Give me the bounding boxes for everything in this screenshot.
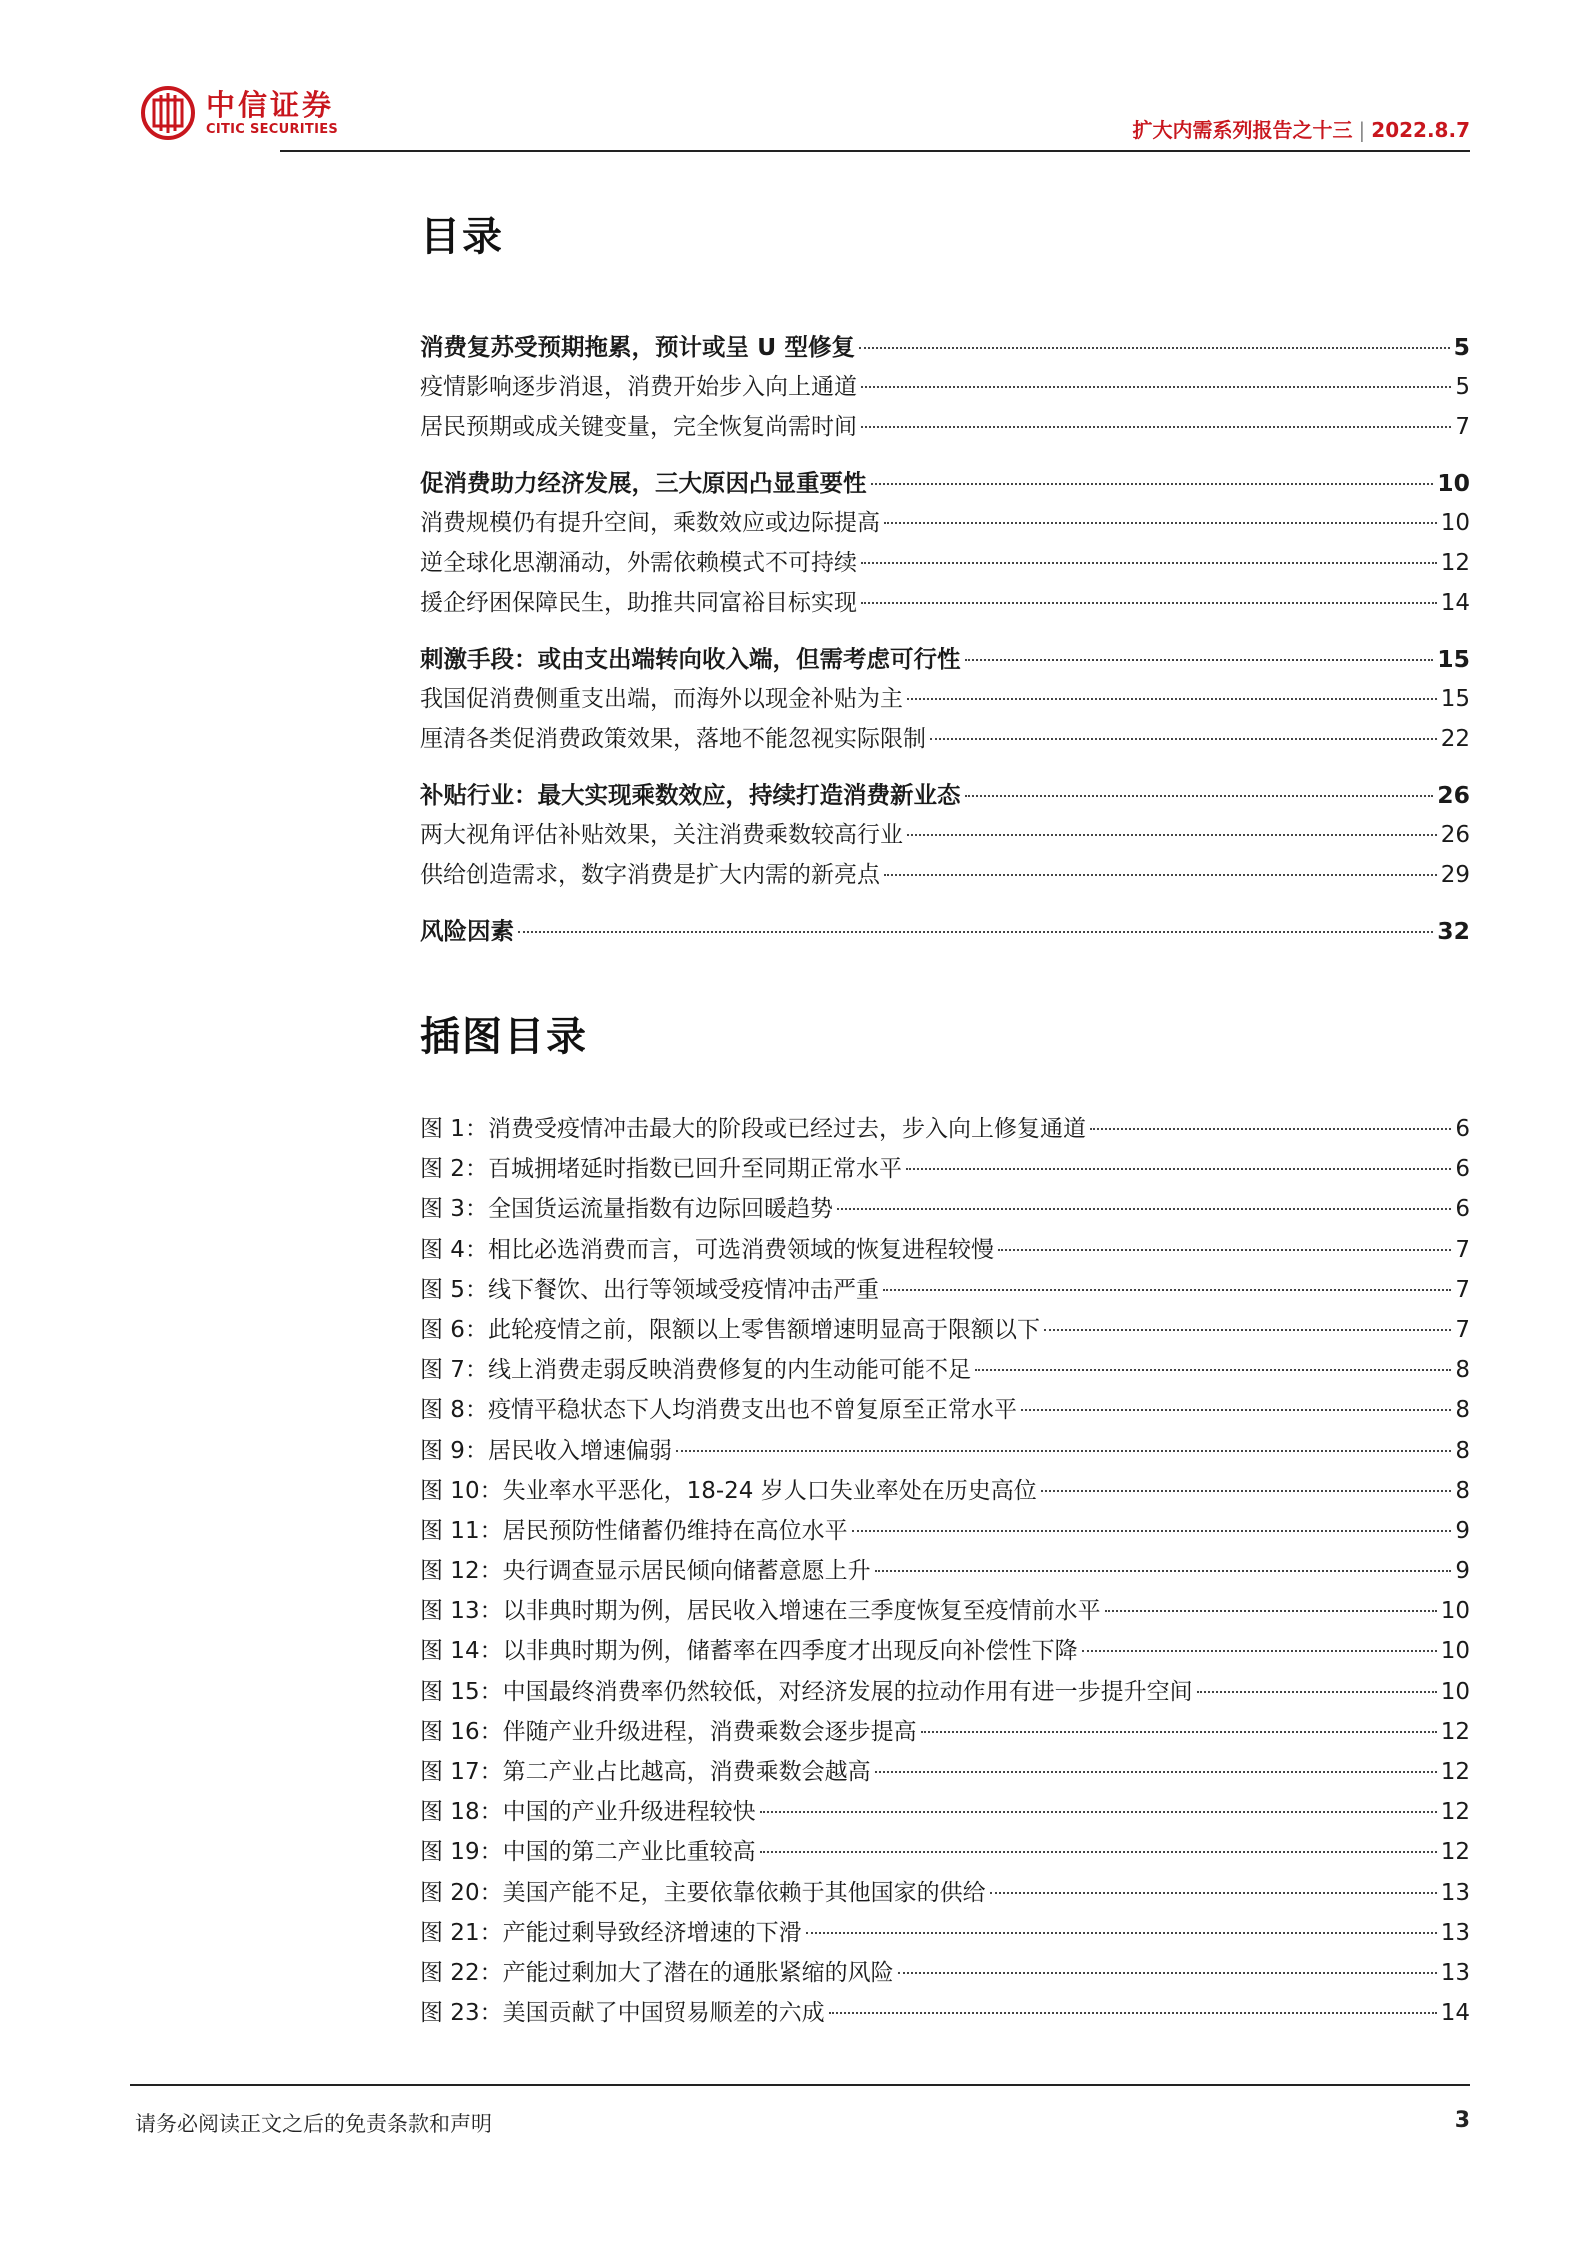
- toc-item-title: 逆全球化思潮涌动，外需依赖模式不可持续: [420, 550, 857, 576]
- toc-page-number: 15: [1440, 686, 1470, 712]
- toc-page-number: 32: [1437, 917, 1470, 945]
- figure-entry[interactable]: [420, 1833, 1470, 1873]
- toc-heading: 目录: [420, 214, 504, 260]
- brand-name-en: CITIC SECURITIES: [206, 122, 339, 137]
- dot-leader: [861, 426, 1451, 428]
- dot-leader: [907, 834, 1437, 836]
- figure-title: 图 23：美国贡献了中国贸易顺差的六成: [420, 2000, 825, 2027]
- dot-leader: [1041, 1490, 1452, 1492]
- dot-leader: [806, 1932, 1437, 1934]
- figure-list: [420, 1110, 1470, 2034]
- report-date: 2022.8.7: [1371, 118, 1470, 142]
- figure-title: 图 16：伴随产业升级进程，消费乘数会逐步提高: [420, 1718, 917, 1745]
- figure-title: 图 13：以非典时期为例，居民收入增速在三季度恢复至疫情前水平: [420, 1598, 1101, 1625]
- figure-page-number: 10: [1440, 1638, 1470, 1665]
- toc-page-number: 5: [1453, 333, 1470, 361]
- brand-name-cn: 中信证券: [206, 88, 335, 122]
- toc-page-number: 26: [1437, 781, 1470, 809]
- figure-list-heading: 插图目录: [420, 1014, 588, 1060]
- figure-page-number: 12: [1440, 1718, 1470, 1745]
- toc-section-title: 补贴行业：最大实现乘数效应，持续打造消费新业态: [420, 781, 961, 809]
- figure-entry[interactable]: [420, 1472, 1470, 1512]
- figure-page-number: 12: [1440, 1839, 1470, 1866]
- dot-leader: [1044, 1329, 1451, 1331]
- citic-logo-icon: [140, 85, 196, 141]
- figure-entry[interactable]: [420, 1391, 1470, 1431]
- dot-leader: [861, 602, 1437, 604]
- figure-title: 图 20：美国产能不足，主要依靠依赖于其他国家的供给: [420, 1879, 986, 1906]
- figure-page-number: 10: [1440, 1598, 1470, 1625]
- dot-leader: [965, 795, 1434, 797]
- toc-section-title: 促消费助力经济发展，三大原因凸显重要性: [420, 469, 867, 497]
- dot-leader: [875, 1570, 1452, 1572]
- figure-entry[interactable]: [420, 1190, 1470, 1230]
- figure-title: 图 22：产能过剩加大了潜在的通胀紧缩的风险: [420, 1959, 894, 1986]
- toc-section-2[interactable]: [420, 464, 1470, 504]
- report-info: [1133, 114, 1470, 143]
- toc-item[interactable]: [420, 544, 1470, 584]
- page-header: [130, 80, 1470, 152]
- toc-page-number: 5: [1455, 374, 1470, 400]
- figure-page-number: 12: [1440, 1759, 1470, 1785]
- figure-entry[interactable]: [420, 1432, 1470, 1472]
- toc-item[interactable]: [420, 368, 1470, 408]
- figure-page-number: 6: [1455, 1196, 1470, 1223]
- dot-leader: [975, 1369, 1451, 1371]
- toc-page-number: 7: [1455, 414, 1470, 440]
- figure-page-number: 8: [1455, 1357, 1470, 1384]
- toc-section-title: 风险因素: [420, 917, 514, 945]
- toc-page-number: 14: [1440, 590, 1470, 616]
- dot-leader: [930, 738, 1437, 740]
- brand-logo: [140, 85, 338, 141]
- figure-entry[interactable]: [420, 1552, 1470, 1592]
- figure-page-number: 10: [1440, 1678, 1470, 1705]
- footer-disclaimer: 请务必阅读正文之后的免责条款和声明: [135, 2112, 492, 2136]
- dot-leader: [907, 698, 1437, 700]
- figure-page-number: 7: [1455, 1316, 1470, 1343]
- dot-leader: [676, 1450, 1451, 1452]
- figure-title: 图 1：消费受疫情冲击最大的阶段或已经过去，步入向上修复通道: [420, 1116, 1086, 1142]
- toc-section-1[interactable]: [420, 328, 1470, 368]
- toc-page-number: 12: [1440, 550, 1470, 576]
- dot-leader: [1105, 1610, 1437, 1612]
- figure-entry[interactable]: [420, 1994, 1470, 2034]
- figure-entry[interactable]: [420, 1311, 1470, 1351]
- dot-leader: [859, 347, 1450, 349]
- figure-entry[interactable]: [420, 1673, 1470, 1713]
- dot-leader: [760, 1851, 1437, 1853]
- toc-item[interactable]: [420, 816, 1470, 856]
- figure-title: 图 10：失业率水平恶化，18-24 岁人口失业率处在历史高位: [420, 1477, 1037, 1504]
- dot-leader: [1021, 1409, 1451, 1411]
- figure-title: 图 4：相比必选消费而言，可选消费领域的恢复进程较慢: [420, 1236, 994, 1263]
- table-of-contents: [420, 328, 1470, 952]
- dot-leader: [1197, 1691, 1437, 1693]
- figure-page-number: 13: [1440, 1879, 1470, 1906]
- dot-leader: [998, 1249, 1451, 1251]
- figure-title: 图 19：中国的第二产业比重较高: [420, 1839, 756, 1866]
- figure-entry[interactable]: [420, 1150, 1470, 1190]
- dot-leader: [861, 386, 1451, 388]
- header-divider: [280, 150, 1470, 152]
- toc-item-title: 援企纾困保障民生，助推共同富裕目标实现: [420, 590, 857, 616]
- figure-entry[interactable]: [420, 1914, 1470, 1954]
- toc-item-title: 消费规模仍有提升空间，乘数效应或边际提高: [420, 510, 880, 536]
- dot-leader: [883, 1289, 1451, 1291]
- dot-leader: [861, 562, 1437, 564]
- report-title: 扩大内需系列报告之十三: [1132, 118, 1353, 142]
- figure-entry[interactable]: [420, 1351, 1470, 1391]
- figure-page-number: 7: [1455, 1236, 1470, 1263]
- dot-leader: [760, 1811, 1437, 1813]
- figure-title: 图 2：百城拥堵延时指数已回升至同期正常水平: [420, 1156, 902, 1183]
- toc-item[interactable]: [420, 856, 1470, 896]
- figure-title: 图 12：央行调查显示居民倾向储蓄意愿上升: [420, 1558, 871, 1585]
- dot-leader: [875, 1771, 1437, 1773]
- toc-item[interactable]: [420, 584, 1470, 624]
- figure-entry[interactable]: [420, 1753, 1470, 1793]
- figure-title: 图 3：全国货运流量指数有边际回暖趋势: [420, 1196, 833, 1223]
- figure-title: 图 17：第二产业占比越高，消费乘数会越高: [420, 1759, 871, 1785]
- figure-entry[interactable]: [420, 1874, 1470, 1914]
- figure-title: 图 14：以非典时期为例，储蓄率在四季度才出现反向补偿性下降: [420, 1638, 1078, 1665]
- toc-page-number: 29: [1440, 862, 1470, 888]
- figure-title: 图 6：此轮疫情之前，限额以上零售额增速明显高于限额以下: [420, 1316, 1040, 1343]
- dot-leader: [884, 874, 1437, 876]
- figure-title: 图 5：线下餐饮、出行等领域受疫情冲击严重: [420, 1276, 879, 1303]
- figure-title: 图 21：产能过剩导致经济增速的下滑: [420, 1919, 802, 1946]
- figure-title: 图 18：中国的产业升级进程较快: [420, 1799, 756, 1826]
- toc-item[interactable]: [420, 504, 1470, 544]
- dot-leader: [990, 1892, 1437, 1894]
- dot-leader: [1082, 1650, 1437, 1652]
- figure-entry[interactable]: [420, 1231, 1470, 1271]
- dot-leader: [921, 1731, 1437, 1733]
- report-separator: |: [1358, 118, 1366, 142]
- toc-item-title: 厘清各类促消费政策效果，落地不能忽视实际限制: [420, 726, 926, 752]
- figure-page-number: 8: [1455, 1477, 1470, 1504]
- toc-page-number: 10: [1437, 469, 1470, 497]
- figure-title: 图 11：居民预防性储蓄仍维持在高位水平: [420, 1517, 848, 1544]
- figure-entry[interactable]: [420, 1512, 1470, 1552]
- figure-title: 图 15：中国最终消费率仍然较低，对经济发展的拉动作用有进一步提升空间: [420, 1678, 1193, 1705]
- figure-title: 图 8：疫情平稳状态下人均消费支出也不曾复原至正常水平: [420, 1397, 1017, 1424]
- figure-entry[interactable]: [420, 1110, 1470, 1150]
- toc-item[interactable]: [420, 720, 1470, 760]
- dot-leader: [884, 522, 1437, 524]
- figure-entry[interactable]: [420, 1271, 1470, 1311]
- figure-entry[interactable]: [420, 1793, 1470, 1833]
- dot-leader: [906, 1168, 1451, 1170]
- dot-leader: [837, 1208, 1451, 1210]
- figure-entry[interactable]: [420, 1713, 1470, 1753]
- figure-page-number: 8: [1455, 1397, 1470, 1424]
- dot-leader: [852, 1530, 1452, 1532]
- toc-item[interactable]: [420, 680, 1470, 720]
- toc-section-title: 消费复苏受预期拖累，预计或呈 U 型修复: [420, 333, 855, 361]
- figure-page-number: 6: [1455, 1156, 1470, 1183]
- toc-item-title: 居民预期或成关键变量，完全恢复尚需时间: [420, 414, 857, 440]
- figure-page-number: 9: [1455, 1517, 1470, 1544]
- toc-item-title: 我国促消费侧重支出端，而海外以现金补贴为主: [420, 686, 903, 712]
- figure-page-number: 12: [1440, 1799, 1470, 1826]
- dot-leader: [518, 931, 1433, 933]
- toc-section-3[interactable]: [420, 640, 1470, 680]
- toc-section-4[interactable]: [420, 776, 1470, 816]
- toc-page-number: 10: [1440, 510, 1470, 536]
- figure-entry[interactable]: [420, 1632, 1470, 1672]
- toc-item[interactable]: [420, 408, 1470, 448]
- figure-title: 图 7：线上消费走弱反映消费修复的内生动能可能不足: [420, 1357, 971, 1384]
- toc-page-number: 15: [1437, 645, 1470, 673]
- figure-page-number: 7: [1455, 1276, 1470, 1303]
- figure-page-number: 14: [1440, 2000, 1470, 2027]
- toc-section-5[interactable]: [420, 912, 1470, 952]
- dot-leader: [1090, 1128, 1451, 1130]
- toc-item-title: 供给创造需求，数字消费是扩大内需的新亮点: [420, 862, 880, 888]
- footer-divider: [130, 2084, 1470, 2086]
- toc-item-title: 两大视角评估补贴效果，关注消费乘数较高行业: [420, 822, 903, 848]
- dot-leader: [898, 1972, 1437, 1974]
- toc-item-title: 疫情影响逐步消退，消费开始步入向上通道: [420, 374, 857, 400]
- figure-page-number: 6: [1455, 1116, 1470, 1142]
- figure-entry[interactable]: [420, 1954, 1470, 1994]
- toc-page-number: 22: [1440, 726, 1470, 752]
- figure-page-number: 13: [1440, 1959, 1470, 1986]
- figure-page-number: 8: [1455, 1437, 1470, 1464]
- figure-page-number: 13: [1440, 1919, 1470, 1946]
- dot-leader: [829, 2012, 1437, 2014]
- figure-page-number: 9: [1455, 1558, 1470, 1585]
- dot-leader: [871, 483, 1434, 485]
- figure-entry[interactable]: [420, 1592, 1470, 1632]
- toc-page-number: 26: [1440, 822, 1470, 848]
- toc-section-title: 刺激手段：或由支出端转向收入端，但需考虑可行性: [420, 645, 961, 673]
- dot-leader: [965, 659, 1434, 661]
- footer-page-number: 3: [1454, 2108, 1470, 2133]
- figure-title: 图 9：居民收入增速偏弱: [420, 1437, 672, 1464]
